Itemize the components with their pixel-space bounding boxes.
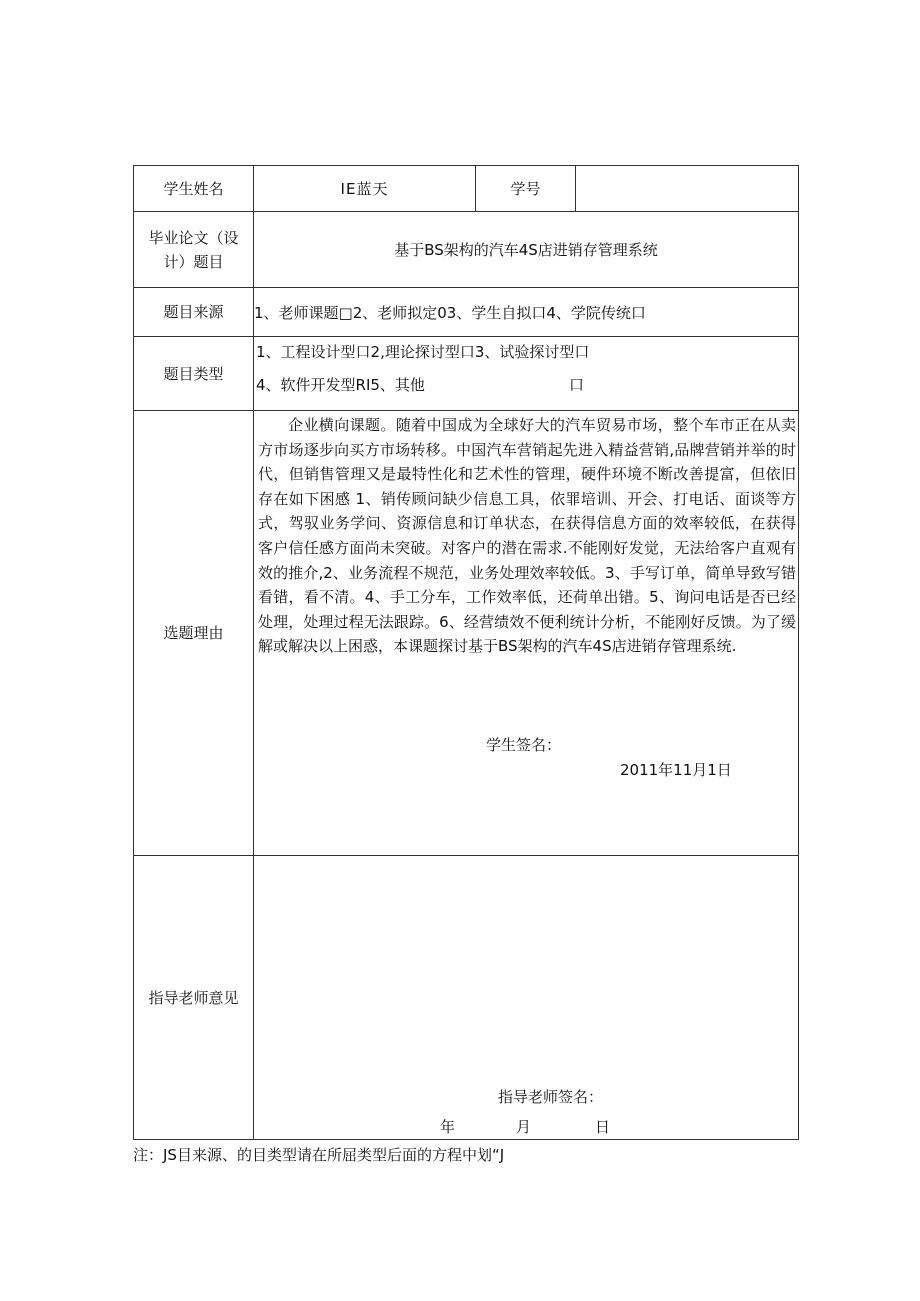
row-source — [134, 288, 799, 337]
advisor-cell — [254, 856, 799, 1140]
source-value: 1、老师课题□2、老师拟定03、学生自拟口4、学院传统口 — [254, 288, 799, 337]
row-thesis-title — [134, 212, 799, 288]
student-sign-date: 2011年11月1日 — [620, 761, 732, 779]
student-sign-label: 学生签名： — [486, 736, 562, 754]
date-year: 年 — [440, 1118, 456, 1136]
advisor-label: 指导老师意见 — [134, 856, 254, 1140]
date-month: 月 — [516, 1118, 532, 1136]
date-day: 日 — [595, 1118, 611, 1136]
thesis-title-label-line1: 毕业论文（设 — [148, 228, 239, 247]
type-line2 — [254, 374, 798, 395]
row-advisor — [134, 856, 799, 1140]
type-label: 题目类型 — [134, 337, 254, 411]
thesis-title-label-line2: 计）题目 — [163, 252, 224, 271]
thesis-title-label — [134, 212, 254, 288]
footnote: 注：JS目来源、的目类型请在所屈类型后面的方程中划“J — [133, 1146, 505, 1164]
type-options — [254, 337, 799, 411]
row-student-name — [134, 166, 799, 212]
reason-text: 企业横向课题。随着中国成为全球好大的汽车贸易市场，整个车市正在从卖方市场逐步向买方市场转移。中国汽车营销起先进入精益营销,品牌营销并举的时代，但销售管理又是最特性化和艺术性的管理，硬件环境不断改善提富，但依旧存在如下困感 1、销传顾问缺少信息工具，依罪培训、开会、打电话、面谈等方式，驾驭业务学问、资源信息和订单状态，在获得信息方面的效率较低，在获得客户信任感方面尚未突破。对客户的潜在需求.不能刚好发觉，无法给客户直观有效的推介,2、业务流程不规范，业务处理效率较低。3、手写订单，简单导致写错看错，看不清。4、手工分车，工作效率低，还荷单出错。5、询问电话是否已经处理，处理过程无法跟踪。6、经营绩效不便利统计分析，不能刚好反馈。为了缓解或解决以上困惑，本课题探讨基于BS架构的汽车4S店进销存管理系统. — [258, 416, 796, 656]
type-line2-text: 4、软件开发型RI5、其他 — [256, 376, 425, 394]
student-name-value: IE蓝天 — [254, 166, 476, 212]
source-label: 题目来源 — [134, 288, 254, 337]
type-line1: 1、工程设计型口2,理论探讨型口3、试验探讨型口 — [256, 343, 590, 361]
row-reason — [134, 411, 799, 856]
reason-label: 选题理由 — [134, 411, 254, 856]
advisor-sign-label: 指导老师签名： — [498, 1088, 604, 1106]
row-type — [134, 337, 799, 411]
thesis-title-value: 基于BS架构的汽车4S店进销存管理系统 — [254, 212, 799, 288]
reason-cell — [254, 411, 799, 856]
type-other-checkbox: 口 — [569, 376, 585, 394]
student-id-label: 学号 — [476, 166, 576, 212]
thesis-form-table — [133, 165, 799, 1140]
student-id-value — [576, 166, 799, 212]
student-name-label: 学生姓名 — [134, 166, 254, 212]
